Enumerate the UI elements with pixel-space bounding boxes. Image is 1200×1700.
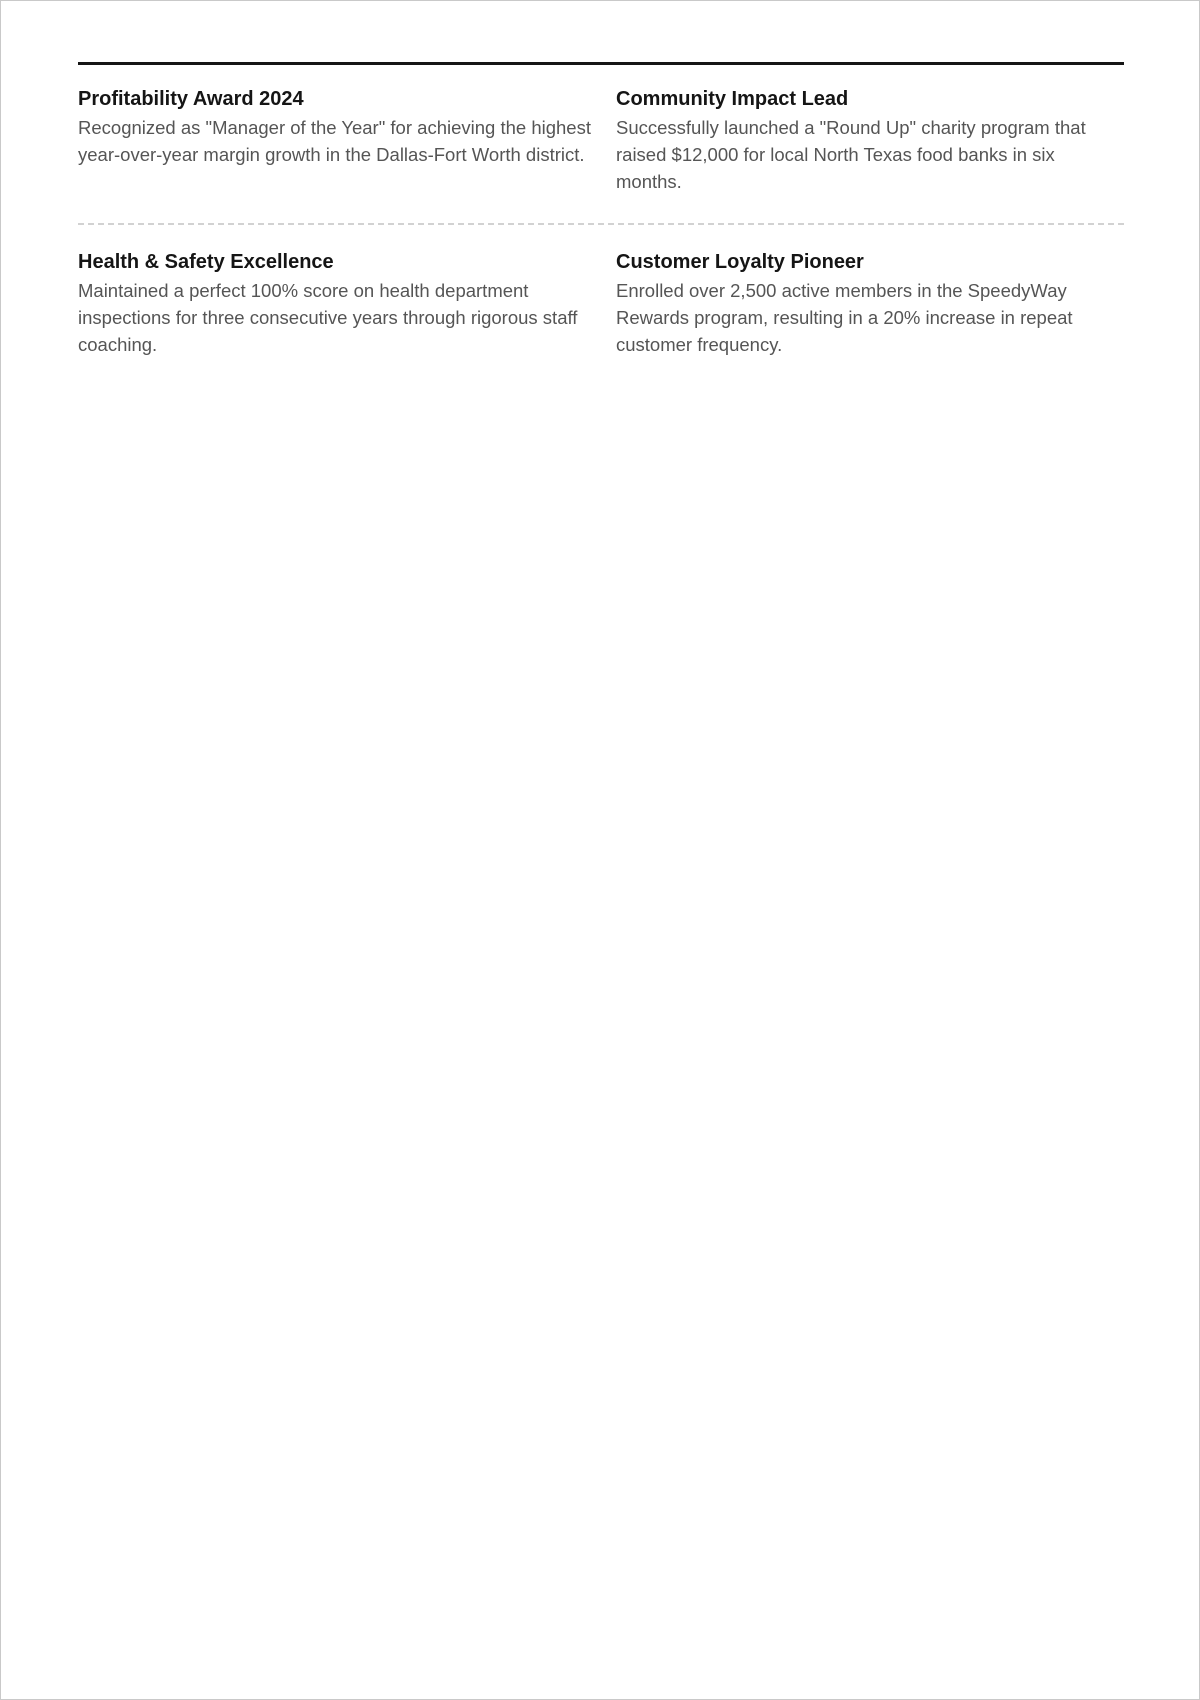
achievement-description: Successfully launched a "Round Up" charity program that raised $12,000 for local North Texas food banks in six months. bbox=[616, 117, 1086, 192]
achievement-title: Customer Loyalty Pioneer bbox=[616, 251, 864, 273]
achievements-row-2 bbox=[78, 225, 1124, 358]
achievement-item bbox=[616, 250, 1124, 358]
achievement-description: Enrolled over 2,500 active members in the SpeedyWay Rewards program, resulting in a 20% increase in repeat customer frequency. bbox=[616, 280, 1073, 355]
achievement-item bbox=[78, 250, 616, 358]
achievements-row-1 bbox=[78, 65, 1124, 223]
achievement-title: Health & Safety Excellence bbox=[78, 251, 334, 273]
achievement-item bbox=[616, 87, 1124, 195]
achievement-description: Maintained a perfect 100% score on health department inspections for three consecutive years through rigorous staff coaching. bbox=[78, 280, 578, 355]
achievements-section bbox=[78, 62, 1124, 358]
achievement-title: Profitability Award 2024 bbox=[78, 88, 304, 110]
achievement-title: Community Impact Lead bbox=[616, 88, 849, 110]
achievement-item bbox=[78, 87, 616, 195]
achievement-description: Recognized as "Manager of the Year" for achieving the highest year-over-year margin growth in the Dallas-Fort Worth district. bbox=[78, 117, 591, 165]
